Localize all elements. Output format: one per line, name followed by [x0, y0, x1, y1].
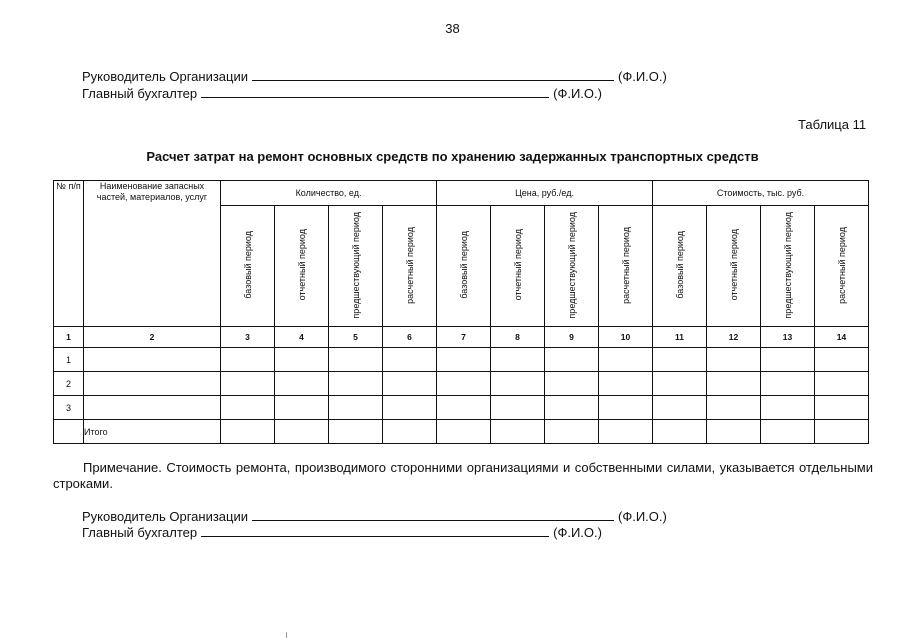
table-cell[interactable] [599, 420, 653, 444]
table-cell[interactable] [599, 396, 653, 420]
signature-fio: (Ф.И.О.) [553, 525, 602, 540]
header-no: № п/п [54, 181, 84, 327]
cost-table [53, 180, 869, 444]
header-period: базовый период [653, 206, 707, 327]
table-cell[interactable] [491, 420, 545, 444]
table-cell[interactable] [707, 420, 761, 444]
table-cell[interactable] [653, 420, 707, 444]
column-number: 4 [275, 327, 329, 348]
signature-role: Главный бухгалтер [82, 86, 198, 101]
table-cell[interactable] [437, 372, 491, 396]
table-cell[interactable] [761, 348, 815, 372]
signature-role: Главный бухгалтер [82, 525, 198, 540]
row-label: Итого [84, 420, 221, 444]
table-cell[interactable] [84, 372, 221, 396]
table-cell[interactable] [707, 348, 761, 372]
table-cell[interactable] [491, 396, 545, 420]
signature-line-head [82, 68, 667, 85]
table-cell[interactable] [84, 348, 221, 372]
table-cell[interactable] [84, 396, 221, 420]
table-cell[interactable] [437, 348, 491, 372]
table-cell[interactable] [815, 372, 869, 396]
row-number: 1 [54, 348, 84, 372]
table-cell[interactable] [329, 420, 383, 444]
column-number: 7 [437, 327, 491, 348]
column-number: 11 [653, 327, 707, 348]
table-cell[interactable] [275, 420, 329, 444]
table-cell[interactable] [653, 348, 707, 372]
signature-blank[interactable] [252, 508, 614, 521]
table-cell[interactable] [383, 348, 437, 372]
header-period: расчетный период [599, 206, 653, 327]
header-cost: Стоимость, тыс. руб. [653, 181, 869, 206]
table-cell[interactable] [329, 372, 383, 396]
table-cell[interactable] [815, 420, 869, 444]
table-cell[interactable] [275, 372, 329, 396]
table-cell[interactable] [545, 396, 599, 420]
header-period: расчетный период [815, 206, 869, 327]
table-cell[interactable] [815, 396, 869, 420]
table-cell[interactable] [491, 372, 545, 396]
table-cell[interactable] [707, 372, 761, 396]
header-period: отчетный период [707, 206, 761, 327]
table-cell[interactable] [653, 372, 707, 396]
header-period: отчетный период [275, 206, 329, 327]
signature-line-accountant-bottom [82, 524, 602, 541]
header-name: Наименование запасных частей, материалов, услуг [84, 181, 221, 327]
signature-fio: (Ф.И.О.) [618, 69, 667, 84]
signature-blank[interactable] [201, 85, 549, 98]
column-number: 2 [84, 327, 221, 348]
column-numbers-row [54, 327, 869, 348]
signature-role: Руководитель Организации [82, 69, 248, 84]
header-price: Цена, руб./ед. [437, 181, 653, 206]
scan-mark [286, 632, 287, 638]
table-cell[interactable] [761, 396, 815, 420]
table-cell[interactable] [383, 396, 437, 420]
row-number: 2 [54, 372, 84, 396]
row-number: 3 [54, 396, 84, 420]
table-cell[interactable] [761, 372, 815, 396]
signature-blank[interactable] [201, 524, 549, 537]
table-row [54, 420, 869, 444]
signature-blank[interactable] [252, 68, 614, 81]
signature-line-accountant [82, 85, 602, 102]
signature-line-head-bottom [82, 508, 667, 525]
column-number: 1 [54, 327, 84, 348]
header-period: предшествующий период [761, 206, 815, 327]
table-cell[interactable] [221, 372, 275, 396]
signature-fio: (Ф.И.О.) [553, 86, 602, 101]
column-number: 13 [761, 327, 815, 348]
header-period: базовый период [221, 206, 275, 327]
column-number: 14 [815, 327, 869, 348]
column-number: 3 [221, 327, 275, 348]
table-cell[interactable] [707, 396, 761, 420]
table-cell[interactable] [329, 348, 383, 372]
table-cell[interactable] [383, 420, 437, 444]
table-row [54, 396, 869, 420]
table-cell[interactable] [815, 348, 869, 372]
table-cell[interactable] [275, 396, 329, 420]
row-number [54, 420, 84, 444]
header-period: базовый период [437, 206, 491, 327]
table-cell[interactable] [599, 348, 653, 372]
column-number: 5 [329, 327, 383, 348]
header-period: отчетный период [491, 206, 545, 327]
table-cell[interactable] [383, 372, 437, 396]
column-number: 6 [383, 327, 437, 348]
table-cell[interactable] [653, 396, 707, 420]
table-cell[interactable] [275, 348, 329, 372]
note-text: Примечание. Стоимость ремонта, производимого сторонними организациями и собственными силами, указывается отдельными строками. [53, 460, 873, 491]
signature-role: Руководитель Организации [82, 509, 248, 524]
table-cell[interactable] [545, 372, 599, 396]
header-period: предшествующий период [329, 206, 383, 327]
table-cell[interactable] [329, 396, 383, 420]
table-cell[interactable] [221, 396, 275, 420]
table-cell[interactable] [221, 420, 275, 444]
header-quantity: Количество, ед. [221, 181, 437, 206]
table-cell[interactable] [761, 420, 815, 444]
table-row [54, 348, 869, 372]
table-cell[interactable] [437, 396, 491, 420]
table-cell[interactable] [491, 348, 545, 372]
page-number: 38 [445, 21, 460, 36]
signature-fio: (Ф.И.О.) [618, 509, 667, 524]
header-period: предшествующий период [545, 206, 599, 327]
table-cell[interactable] [545, 420, 599, 444]
header-period: расчетный период [383, 206, 437, 327]
table-label: Таблица 11 [798, 117, 867, 132]
table-cell[interactable] [599, 372, 653, 396]
column-number: 12 [707, 327, 761, 348]
page-title: Расчет затрат на ремонт основных средств по хранению задержанных транспортных средств [146, 149, 759, 164]
table-row [54, 372, 869, 396]
table-cell[interactable] [545, 348, 599, 372]
column-number: 9 [545, 327, 599, 348]
column-number: 8 [491, 327, 545, 348]
column-number: 10 [599, 327, 653, 348]
table-cell[interactable] [221, 348, 275, 372]
table-cell[interactable] [437, 420, 491, 444]
